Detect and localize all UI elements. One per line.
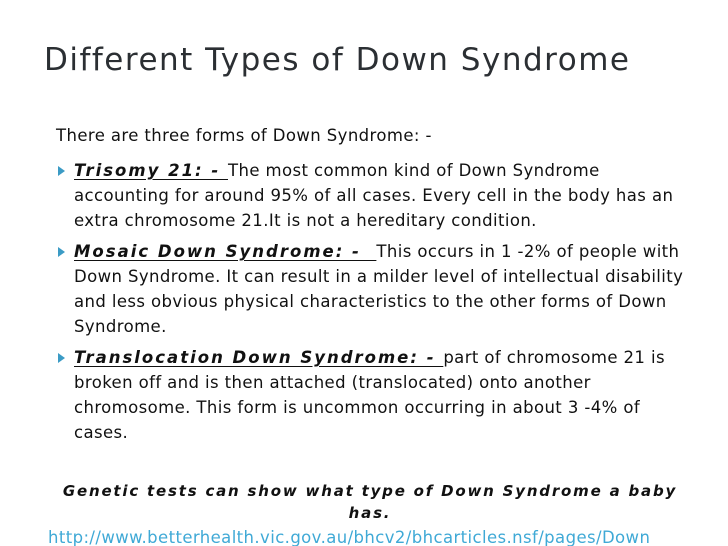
bullet-term: Trisomy 21: - <box>74 161 228 180</box>
bullet-list <box>56 158 696 451</box>
slide-title: Different Types of Down Syndrome <box>44 42 631 78</box>
bullet-text: This occurs in 1 -2% of people with Down Syndrome. It can result in a milder level of intellectual disability and less obvious physical characteristics to the other forms of Down Syndrome. <box>74 242 684 336</box>
bullet-text: part of chromosome 21 is broken off and is then attached (translocated) onto another chromosome. This form is uncommon occurring in about 3 -4% of cases. <box>74 348 665 442</box>
reference-link[interactable]: http://www.betterhealth.vic.gov.au/bhcv2/bhcarticles.nsf/pages/Down <box>48 528 651 546</box>
bullet-term: Translocation Down Syndrome: - <box>74 348 444 367</box>
bullet-text: The most common kind of Down Syndrome accounting for around 95% of all cases. Every cell in the body has an extra chromosome 21.It is not a hereditary condition. <box>74 161 674 230</box>
triangle-bullet-icon <box>58 247 65 257</box>
bullet-trisomy-21 <box>56 158 696 233</box>
bullet-term: Mosaic Down Syndrome: - <box>74 242 377 261</box>
triangle-bullet-icon <box>58 353 65 363</box>
bullet-translocation <box>56 345 696 445</box>
intro-text: There are three forms of Down Syndrome: - <box>56 126 432 145</box>
triangle-bullet-icon <box>58 166 65 176</box>
footer-note: Genetic tests can show what type of Down Syndrome a baby has. <box>62 482 678 522</box>
bullet-mosaic <box>56 239 696 339</box>
